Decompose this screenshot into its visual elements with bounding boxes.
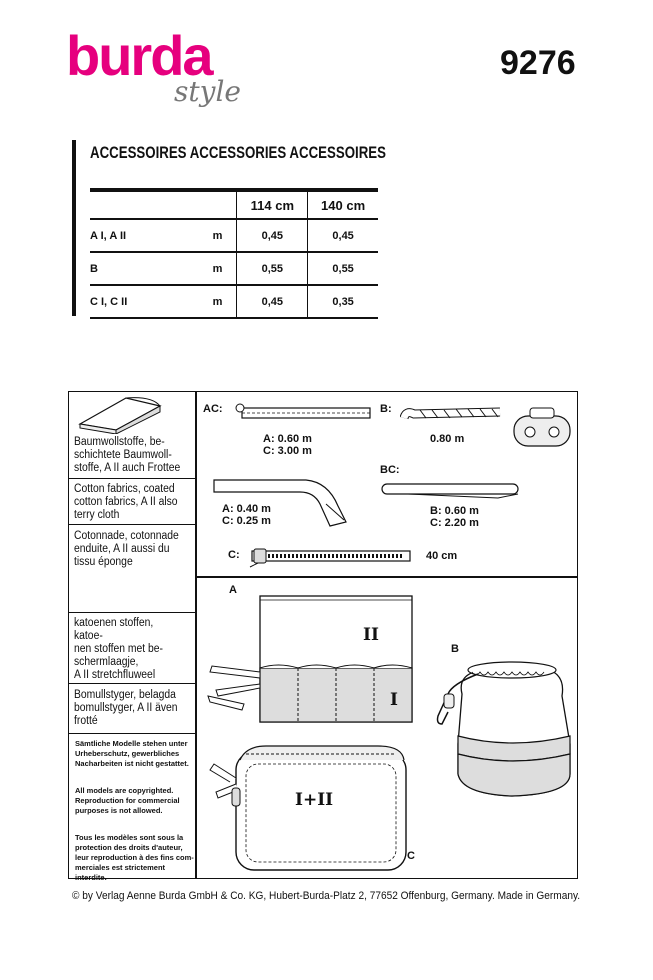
view-c-center-label: I+II [295,790,334,810]
divider [68,733,196,734]
model-b-drawing [422,654,572,804]
view-a-upper-label: II [363,625,379,645]
view-a-lower-label: I [390,690,398,710]
copyright-note-fr: Tous les modèles sont sous la protection des droits d'auteur, leur reproduction à des fins com- merciales est strictement interdite. [75,833,194,882]
column-header: 140 cm [308,192,378,219]
table-header-row [90,192,378,219]
notion-label-b: B: [380,403,392,415]
row-label: B [90,252,178,285]
value-114: 0,45 [237,219,308,252]
cord-stopper-icon [510,406,574,448]
view-label-a: A [229,584,237,596]
zipper-icon [246,543,416,569]
footer-copyright: © by Verlag Aenne Burda GmbH & Co. KG, Hubert-Burda-Platz 2, 77652 Offenburg, Germany. Made in Germany. [72,890,581,902]
value-140: 0,35 [308,285,378,318]
value-114: 0,45 [237,285,308,318]
view-label-b: B [451,643,459,655]
row-unit: m [178,285,237,318]
panel-divider [195,391,197,879]
panel-divider [195,576,578,578]
notion-label-bc: BC: [380,464,400,476]
burda-style-logo: style [174,75,241,108]
row-label: C I, C II [90,285,178,318]
section-bar [72,140,76,316]
notion-text-bc: B: 0.60 m C: 2.20 m [430,505,479,529]
row-unit: m [178,252,237,285]
yardage-table [90,188,378,319]
value-140: 0,45 [308,219,378,252]
piping-icon [378,478,524,500]
notion-text-b: 0.80 m [430,433,465,445]
fabric-bolt-icon [74,394,166,434]
notion-text-ac: A: 0.60 m C: 3.00 m [263,433,312,457]
fabric-text-nl: katoenen stoffen, katoe- nen stoffen met be- schermlaagje, A II stretchfluweel [74,617,164,681]
divider [68,683,196,684]
notion-text-zip: 40 cm [426,550,458,562]
notion-label-c: C: [228,549,240,561]
pattern-number: 9276 [500,44,576,82]
model-a-drawing [204,590,419,730]
fabric-text-de: Baumwollstoffe, be- schichtete Baumwoll- stoffe, A II auch Frottee [74,436,181,474]
table-row [90,285,378,318]
fabric-text-fr: Cotonnade, cotonnade enduite, A II aussi du tissu éponge [74,530,179,568]
fabric-text-en: Cotton fabrics, coated cotton fabrics, A II also terry cloth [74,483,178,521]
view-label-c: C [407,850,415,862]
fabric-text-sv: Bomullstyger, belagda bomullstyger, A II även frotté [74,689,178,727]
value-114: 0,55 [237,252,308,285]
divider [68,524,196,525]
copyright-note-en: All models are copyrighted. Reproduction for commercial purposes is not allowed. [75,786,180,815]
bias-binding-icon [234,400,374,424]
accessories-title: ACCESSOIRES ACCESSORIES ACCESSOIRES [90,143,386,162]
notion-text-tape: A: 0.40 m C: 0.25 m [222,503,271,527]
table-row [90,219,378,252]
value-140: 0,55 [308,252,378,285]
burda-logo: burda [66,24,212,87]
divider [68,612,196,613]
row-unit: m [178,219,237,252]
divider [68,478,196,479]
column-header: 114 cm [237,192,308,219]
table-row [90,252,378,285]
cord-icon [400,402,510,430]
copyright-note-de: Sämtliche Modelle stehen unter Urheberschutz, gewerbliches Nacharbeiten ist nicht gestattet. [75,739,189,768]
notion-label-ac: AC: [203,403,223,415]
row-label: A I, A II [90,219,178,252]
